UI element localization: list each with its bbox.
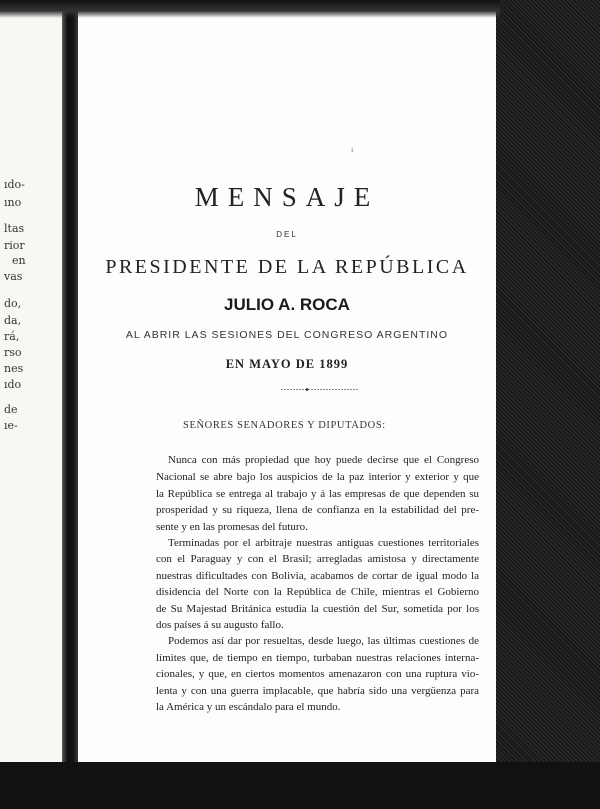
left-fragment: rso [4, 346, 22, 359]
left-fragment: rá, [4, 330, 20, 343]
president-name: JULIO A. ROCA [224, 295, 350, 314]
body-line: nuestras dificultades con Bolivia, acabamos de cortar de igual modo la [156, 570, 479, 582]
document-page [78, 14, 496, 762]
body-line: sente y en las promesas del futuro. [156, 521, 308, 533]
ornament-divider [281, 388, 359, 391]
document-subtitle: PRESIDENTE DE LA REPÚBLICA [105, 256, 469, 278]
body-line: la América y un escándalo para el mundo. [156, 701, 341, 713]
left-fragment: en [12, 254, 26, 267]
scan-background-right [496, 0, 600, 809]
left-fragment: nes [4, 362, 24, 375]
body-line: Terminadas por el arbitraje nuestras antiguas cuestiones territoriales [168, 537, 479, 549]
body-line: de Su Majestad Británica estudia la cuestión del Sur, sometida por los [156, 603, 479, 615]
book-gutter [62, 0, 78, 809]
left-fragment: do, [4, 297, 22, 310]
body-line: lenta y con una guerra implacable, que habría sido una vergüenza para [156, 685, 479, 697]
left-fragment: rior [4, 239, 25, 252]
left-fragment: ıdo [4, 378, 22, 391]
left-page-text-fragments [4, 0, 64, 809]
left-fragment: ıdo- [4, 178, 25, 191]
scan-edge-top [0, 0, 500, 18]
left-fragment: ltas [4, 222, 25, 235]
salutation: SEÑORES SENADORES Y DIPUTADOS: [183, 420, 386, 431]
title-connector: DEL [276, 230, 298, 239]
body-line: Podemos así dar por resueltas, desde luego, las últimas cuestiones de [168, 635, 479, 647]
body-line: límites que, de tiempo en tiempo, turbaban nuestras relaciones interna- [156, 652, 479, 664]
left-facing-page [0, 0, 65, 809]
date-line: EN MAYO DE 1899 [225, 357, 349, 371]
body-line: cionales, y que, en ciertos momentos amenazaron con una ruptura vio- [156, 668, 479, 680]
body-line: Nacional se abre bajo los auspicios de la paz interior y exterior y que [156, 471, 479, 483]
body-line: prosperidad y su riqueza, llena de confianza en la estabilidad del pre- [156, 504, 479, 516]
page-mark: ı [351, 146, 354, 154]
left-fragment: de [4, 403, 18, 416]
left-fragment: vas [4, 270, 23, 283]
body-line: Nunca con más propiedad que hoy puede decirse que el Congreso [168, 454, 479, 466]
scan-edge-bottom [0, 762, 600, 809]
body-line: con el Paraguay y con el Brasil; arregladas amistosa y directamente [156, 553, 479, 565]
left-fragment: ıe- [4, 419, 18, 432]
left-fragment: ıno [4, 196, 22, 209]
body-line: la República se entrega al trabajo y á las empresas de que dependen su [156, 488, 479, 500]
left-fragment: da, [4, 314, 22, 327]
body-line: dos países á su augusto fallo. [156, 619, 284, 631]
occasion-line: AL ABRIR LAS SESIONES DEL CONGRESO ARGENTINO [125, 329, 449, 341]
document-title: MENSAJE [194, 182, 380, 212]
body-line: disidencia del Norte con la República de Chile, mientras el Gobierno [156, 586, 479, 598]
